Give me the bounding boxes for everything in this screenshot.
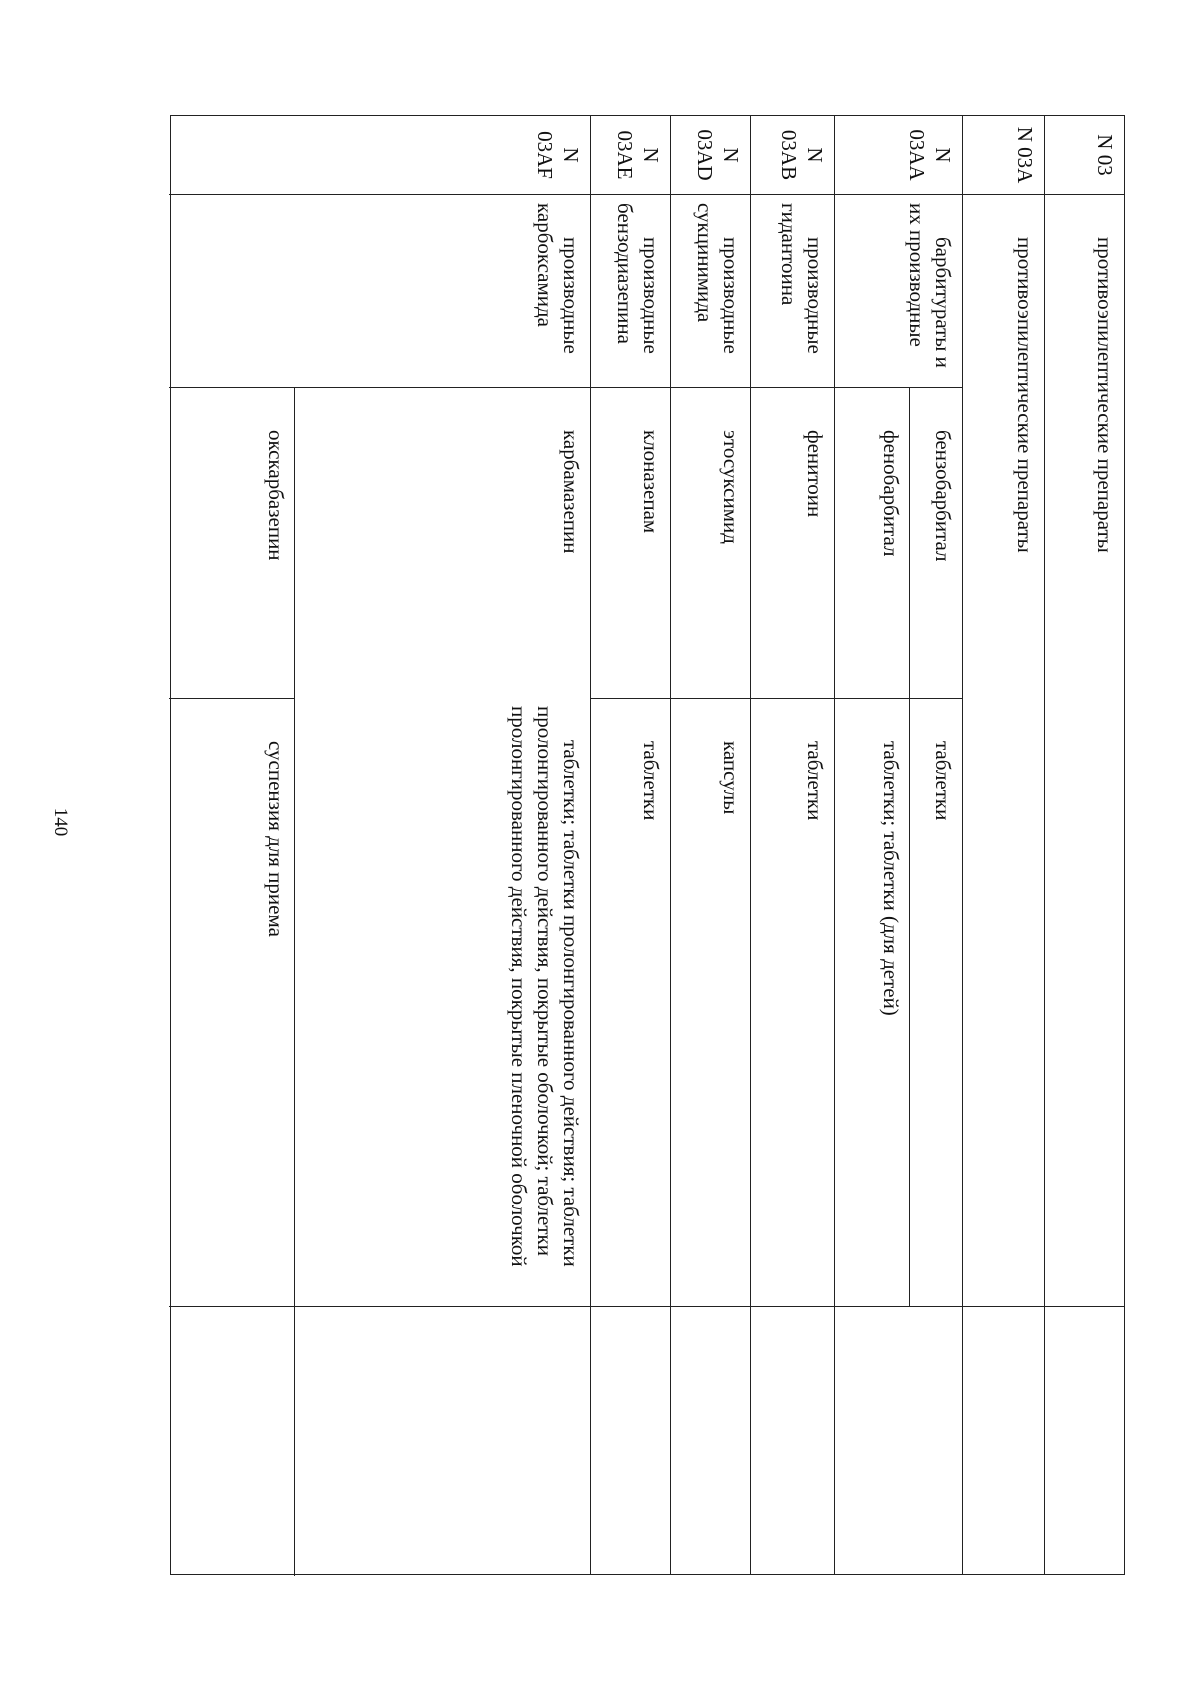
atc-code-cell: N 03AA [905,129,955,181]
note-cell [963,1306,1044,1576]
dosage-form-cell: таблетки; таблетки (для детей) [834,698,910,1306]
group-cell: барбитураты и их производные [835,194,962,387]
drug-name-cell: фенобарбитал [834,387,910,698]
drug-name-cell: бензобарбитал [910,387,962,698]
atc-code-cell: N 03AD [693,129,743,181]
dosage-form-cell: таблетки [751,698,834,1306]
group-cell: противоэпилептические препараты [963,194,1044,1306]
atc-code-cell: N 03AE [613,130,663,180]
table-row [834,116,962,1574]
group-cell: производные бензодиазепина [591,194,670,387]
group-cell: производные карбоксамида [169,194,590,387]
table-row [670,116,750,1574]
atc-code-cell: N 03A [1013,126,1037,184]
dosage-form-cell: таблетки; таблетки пролонгированного действия; таблетки пролонгированного действия, покрытые оболочкой; таблетки пролонгированного действия, покрытые пленочной оболочкой [507,706,583,1267]
note-cell [671,1306,750,1576]
dosage-form-cell: суспензия для приема [169,698,295,1306]
table-row [1044,116,1124,1574]
table-row [590,116,670,1574]
table-row [962,116,1044,1574]
atc-code-cell: N 03 [1093,134,1117,176]
note-cell [169,1306,590,1576]
drug-name-cell: карбамазепин [295,387,590,969]
dosage-form-cell: таблетки [910,698,962,1306]
table-row [169,116,590,1574]
rotated-document [170,115,1125,1575]
note-cell [591,1306,670,1576]
note-cell [751,1306,834,1576]
drug-name-cell: окскарбазепин [169,387,295,698]
dosage-form-cell: таблетки [591,698,670,1306]
atc-code-cell: N 03AB [777,129,827,181]
group-cell: противоэпилептические препараты [1045,194,1124,1306]
dosage-form-cell: капсулы [671,698,750,1306]
drug-name-cell: этосуксимид [671,387,750,698]
note-cell [835,1306,962,1576]
drug-name-cell: фенитоин [751,387,834,698]
page-number: 140 [50,807,71,837]
drug-name-cell: клоназепам [591,387,670,698]
atc-code-cell: N 03AF [533,131,583,179]
group-cell: производные сукцинимида [671,194,750,387]
drug-table [170,115,1125,1575]
note-cell [1045,1306,1124,1576]
table-row [750,116,834,1574]
group-cell: производные гидантоина [751,194,834,387]
